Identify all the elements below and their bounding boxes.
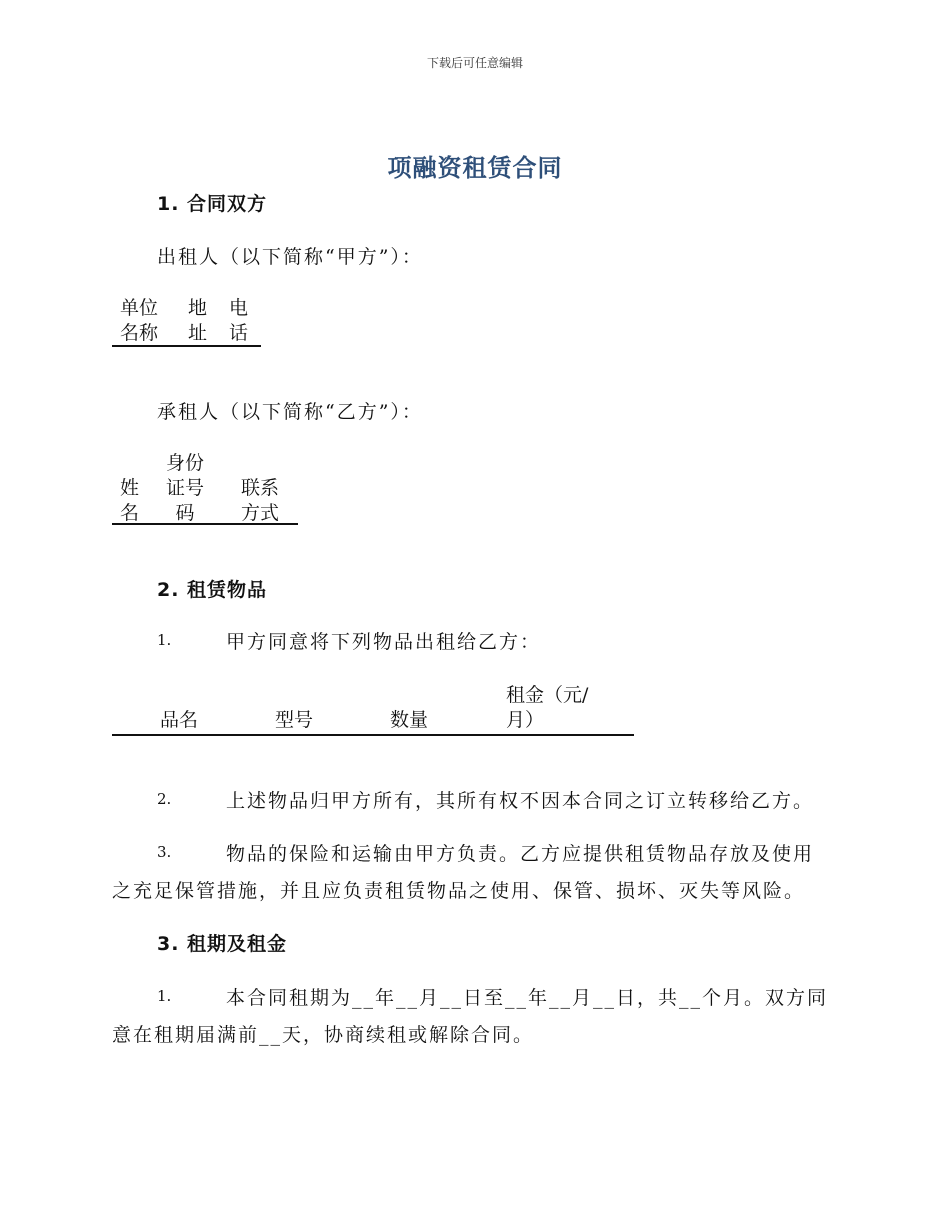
section-heading-parties: 1. 合同双方 (157, 193, 268, 215)
lessee-table-rule (112, 523, 298, 525)
item-number: 3. (157, 843, 172, 861)
lessee-intro: 承租人（以下简称“乙方”）： (157, 401, 423, 423)
items-table-rule (112, 734, 634, 736)
table-header-name: 品名 (160, 709, 199, 731)
item-number: 1. (157, 631, 172, 649)
item-text: 甲方同意将下列物品出租给乙方： (226, 631, 542, 653)
item-text-continued: 之充足保管措施，并且应负责租赁物品之使用、保管、损坏、灭失等风险。 (112, 880, 806, 902)
section-heading-term: 3. 租期及租金 (157, 933, 288, 955)
document-title: 项融资租赁合同 (387, 154, 563, 182)
lessor-table-rule (112, 345, 261, 347)
table-header-rent: 租金（元/月） (506, 684, 589, 731)
header-note: 下载后可任意编辑 (426, 56, 523, 70)
item-number: 1. (157, 987, 172, 1005)
table-header-model: 型号 (275, 709, 314, 731)
lessor-field-address: 地址 (188, 297, 208, 344)
lessee-field-id: 身份证号码 (165, 452, 204, 524)
lessor-field-phone: 电话 (229, 297, 249, 344)
lessor-intro: 出租人（以下简称“甲方”）： (157, 246, 423, 268)
item-number: 2. (157, 790, 172, 808)
lessor-field-name: 单位名称 (120, 297, 159, 344)
table-header-quantity: 数量 (390, 709, 429, 731)
section-heading-items: 2. 租赁物品 (157, 579, 268, 601)
lessee-field-name: 姓名 (120, 477, 140, 524)
item-text: 本合同租期为__年__月__日至__年__月__日，共__个月。双方同 (226, 987, 829, 1009)
item-text: 上述物品归甲方所有，其所有权不因本合同之订立转移给乙方。 (226, 790, 815, 812)
lessee-field-contact: 联系方式 (241, 477, 280, 524)
item-text-continued: 意在租期届满前__天，协商续租或解除合同。 (112, 1024, 535, 1046)
item-text: 物品的保险和运输由甲方负责。乙方应提供租赁物品存放及使用 (226, 843, 815, 865)
